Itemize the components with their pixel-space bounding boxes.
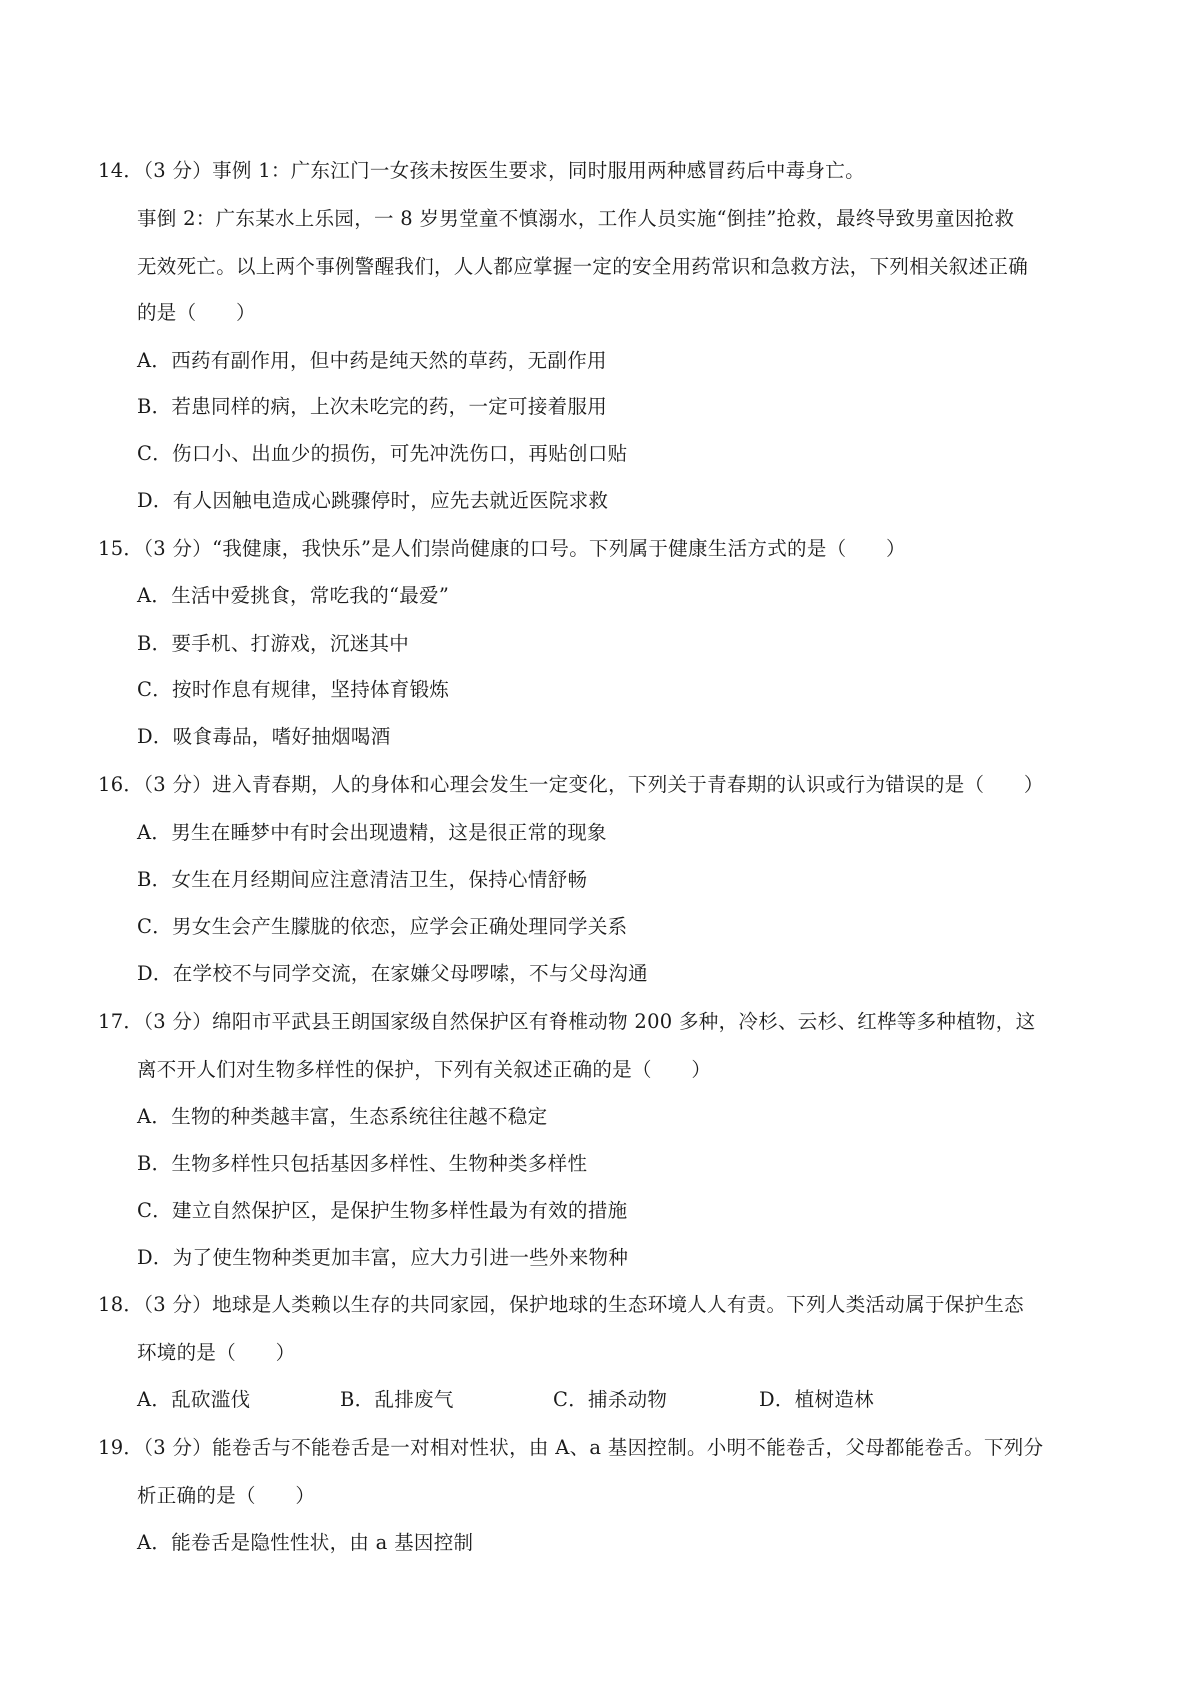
question-text: 地球是人类赖以生存的共同家园，保护地球的生态环境人人有责。下列人类活动属于保护生态 bbox=[212, 1293, 1024, 1316]
option-a: A．生物的种类越丰富，生态系统往往越不稳定 bbox=[137, 1105, 548, 1128]
question-16-line-1: 16．（3 分）进入青春期，人的身体和心理会发生一定变化，下列关于青春期的认识或行为错误的是（ ） bbox=[98, 773, 1044, 796]
question-text: “我健康，我快乐”是人们崇尚健康的口号。下列属于健康生活方式的是（ ） bbox=[212, 537, 906, 560]
option-a: A．乱砍滥伐 bbox=[137, 1388, 251, 1411]
option-b: B．乱排废气 bbox=[340, 1388, 454, 1411]
question-14-line-1: 14．（3 分）事例 1：广东江门一女孩未按医生要求，同时服用两种感冒药后中毒身亡。 bbox=[98, 159, 865, 182]
question-score: （3 分） bbox=[143, 1010, 213, 1033]
question-number: 19 bbox=[98, 1436, 124, 1459]
option-a: A．生活中爱挑食，常吃我的“最爱” bbox=[137, 584, 450, 607]
question-score: （3 分） bbox=[143, 1293, 213, 1316]
option-c: C．按时作息有规律，坚持体育锻炼 bbox=[137, 678, 450, 701]
option-b: B．生物多样性只包括基因多样性、生物种类多样性 bbox=[137, 1152, 588, 1175]
question-14-line-4: 的是（ ） bbox=[137, 301, 256, 324]
question-number: 15 bbox=[98, 537, 124, 560]
question-score: （3 分） bbox=[143, 537, 213, 560]
question-18-line-2: 环境的是（ ） bbox=[137, 1341, 296, 1364]
option-b: B．要手机、打游戏，沉迷其中 bbox=[137, 632, 410, 655]
question-number: 18 bbox=[98, 1293, 124, 1316]
question-score: （3 分） bbox=[143, 1436, 213, 1459]
question-number: 17 bbox=[98, 1010, 124, 1033]
question-number: 14 bbox=[98, 159, 124, 182]
option-b: B．若患同样的病，上次未吃完的药，一定可接着服用 bbox=[137, 395, 608, 418]
question-text: 能卷舌与不能卷舌是一对相对性状，由 A、a 基因控制。小明不能卷舌，父母都能卷舌。下列分 bbox=[212, 1436, 1044, 1459]
option-a: A．能卷舌是隐性性状，由 a 基因控制 bbox=[137, 1531, 474, 1554]
option-d: D．为了使生物种类更加丰富，应大力引进一些外来物种 bbox=[137, 1246, 629, 1269]
option-d: D．有人因触电造成心跳骤停时，应先去就近医院求救 bbox=[137, 489, 609, 512]
question-score: （3 分） bbox=[143, 159, 213, 182]
option-c: C．伤口小、出血少的损伤，可先冲洗伤口，再贴创口贴 bbox=[137, 442, 628, 465]
question-text: 绵阳市平武县王朗国家级自然保护区有脊椎动物 200 多种，冷杉、云杉、红桦等多种植物，这 bbox=[212, 1010, 1036, 1033]
question-text: 进入青春期，人的身体和心理会发生一定变化，下列关于青春期的认识或行为错误的是（ ） bbox=[212, 773, 1044, 796]
question-score: （3 分） bbox=[143, 773, 213, 796]
option-d: D．在学校不与同学交流，在家嫌父母啰嗦，不与父母沟通 bbox=[137, 962, 648, 985]
question-text: 事例 1：广东江门一女孩未按医生要求，同时服用两种感冒药后中毒身亡。 bbox=[212, 159, 865, 182]
question-17-line-1: 17．（3 分）绵阳市平武县王朗国家级自然保护区有脊椎动物 200 多种，冷杉、云杉、红桦等多种植物，这 bbox=[98, 1010, 1036, 1033]
option-a: A．男生在睡梦中有时会出现遗精，这是很正常的现象 bbox=[137, 821, 607, 844]
question-15-line-1: 15．（3 分）“我健康，我快乐”是人们崇尚健康的口号。下列属于健康生活方式的是（ ） bbox=[98, 537, 906, 560]
option-d: D．吸食毒品，嗜好抽烟喝酒 bbox=[137, 725, 391, 748]
question-19-line-2: 析正确的是（ ） bbox=[137, 1484, 316, 1507]
question-14-line-3: 无效死亡。以上两个事例警醒我们，人人都应掌握一定的安全用药常识和急救方法，下列相关叙述正确 bbox=[137, 255, 1029, 278]
option-b: B．女生在月经期间应注意清洁卫生，保持心情舒畅 bbox=[137, 868, 588, 891]
option-c: C．男女生会产生朦胧的依恋，应学会正确处理同学关系 bbox=[137, 915, 628, 938]
question-number: 16 bbox=[98, 773, 124, 796]
question-14-line-2: 事倒 2：广东某水上乐园，一 8 岁男堂童不慎溺水，工作人员实施“倒挂”抢救，最终导致男童因抢救 bbox=[137, 207, 1015, 230]
option-d: D．植树造林 bbox=[759, 1388, 874, 1411]
question-17-line-2: 离不开人们对生物多样性的保护，下列有关叙述正确的是（ ） bbox=[137, 1058, 712, 1081]
option-c: C．捕杀动物 bbox=[553, 1388, 668, 1411]
question-19-line-1: 19．（3 分）能卷舌与不能卷舌是一对相对性状，由 A、a 基因控制。小明不能卷舌，父母都能卷舌。下列分 bbox=[98, 1436, 1044, 1459]
question-18-line-1: 18．（3 分）地球是人类赖以生存的共同家园，保护地球的生态环境人人有责。下列人类活动属于保护生态 bbox=[98, 1293, 1024, 1316]
option-a: A．西药有副作用，但中药是纯天然的草药，无副作用 bbox=[137, 349, 607, 372]
option-c: C．建立自然保护区，是保护生物多样性最为有效的措施 bbox=[137, 1199, 628, 1222]
